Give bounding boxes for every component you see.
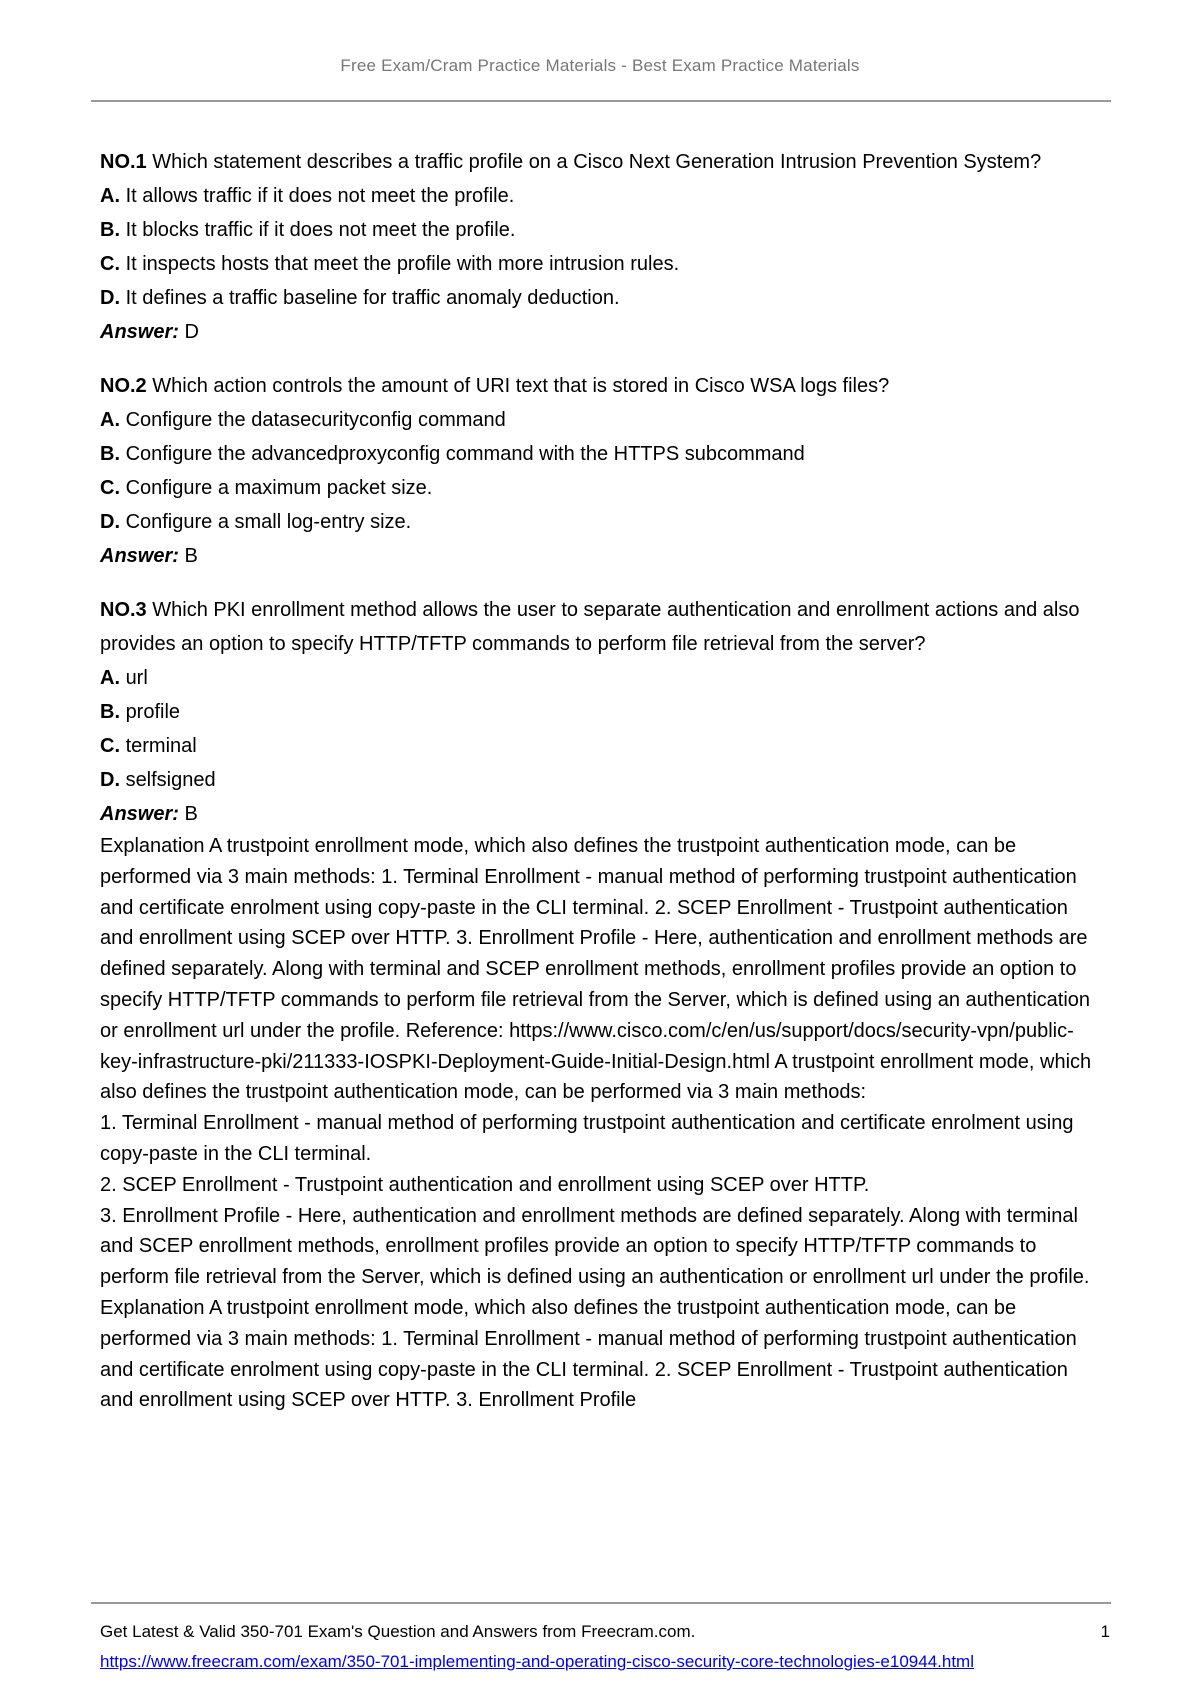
option-letter: A.	[100, 185, 120, 207]
option-text: It inspects hosts that meet the profile with more intrusion rules.	[125, 253, 680, 275]
option-a	[100, 179, 1100, 213]
option-text: Configure a small log-entry size.	[125, 511, 412, 533]
answer-line	[100, 797, 1100, 831]
question-number: NO.2	[100, 375, 147, 397]
option-d	[100, 281, 1100, 315]
footer-divider	[91, 1602, 1111, 1604]
option-text: terminal	[125, 735, 197, 757]
question-text	[100, 593, 1100, 661]
option-b	[100, 437, 1100, 471]
option-letter: B.	[100, 443, 120, 465]
answer-line	[100, 315, 1100, 349]
option-letter: B.	[100, 701, 120, 723]
question-stem: Which action controls the amount of URI text that is stored in Cisco WSA logs files?	[152, 375, 890, 397]
question-1	[100, 145, 1100, 349]
page-header: Free Exam/Cram Practice Materials - Best Exam Practice Materials	[340, 56, 860, 75]
explanation-paragraph: 3. Enrollment Profile - Here, authentication and enrollment methods are defined separately. Along with terminal and SCEP enrollment methods, enrollment profiles provide an option to specify HTTP/TFTP commands to perform file retrieval from the Server, which is defined using an authentication or enrollment url under the profile.	[100, 1204, 1090, 1289]
question-number: NO.1	[100, 151, 147, 173]
option-text: selfsigned	[125, 769, 216, 791]
option-c	[100, 247, 1100, 281]
option-d	[100, 763, 1100, 797]
answer-label: Answer:	[100, 545, 179, 567]
option-d	[100, 505, 1100, 539]
answer-label: Answer:	[100, 321, 179, 343]
explanation-paragraph: Explanation A trustpoint enrollment mode, which also defines the trustpoint authentication mode, can be performed via 3 main methods: 1. Terminal Enrollment - manual method of performing trustpoint authentication and certificate enrolment using copy-paste in the CLI terminal. 2. SCEP Enrollment - Trustpoint authentication and enrollment using SCEP over HTTP. 3. Enrollment Profile	[100, 1296, 1077, 1412]
option-letter: D.	[100, 769, 120, 791]
question-text	[100, 145, 1100, 179]
option-letter: B.	[100, 219, 120, 241]
question-text	[100, 369, 1100, 403]
footer-text: Get Latest & Valid 350-701 Exam's Question and Answers from Freecram.com.	[100, 1622, 696, 1641]
option-letter: C.	[100, 735, 120, 757]
explanation-paragraph: 1. Terminal Enrollment - manual method of performing trustpoint authentication and certificate enrolment using copy-paste in the CLI terminal.	[100, 1112, 1074, 1165]
page-number: 1	[1100, 1622, 1110, 1641]
option-text: It defines a traffic baseline for traffic anomaly deduction.	[125, 287, 620, 309]
answer-value: B	[184, 545, 198, 567]
freecram-exam-link[interactable]: https://www.freecram.com/exam/350-701-implementing-and-operating-cisco-security-core-technologies-e10944.html	[100, 1652, 974, 1671]
explanation-paragraph: Explanation A trustpoint enrollment mode, which also defines the trustpoint authentication mode, can be performed via 3 main methods: 1. Terminal Enrollment - manual method of performing trustpoint authentication and certificate enrolment using copy-paste in the CLI terminal. 2. SCEP Enrollment - Trustpoint authentication and enrollment using SCEP over HTTP. 3. Enrollment Profile - Here, authentication and enrollment methods are defined separately. Along with terminal and SCEP enrollment methods, enrollment profiles provide an option to specify HTTP/TFTP commands to perform file retrieval from the Server, which is defined using an authentication or enrollment url under the profile. Reference: https://www.cisco.com/c/en/us/support/docs/security-vpn/public-key-infrastructure-pki/211333-IOSPKI-Deployment-Guide-Initial-Design.html A trustpoint enrollment mode, which also defines the trustpoint authentication mode, can be performed via 3 main methods:	[100, 835, 1092, 1104]
option-text: Configure a maximum packet size.	[125, 477, 433, 499]
answer-label: Answer:	[100, 803, 179, 825]
option-letter: D.	[100, 511, 120, 533]
question-stem: Which statement describes a traffic profile on a Cisco Next Generation Intrusion Prevention System?	[152, 151, 1042, 173]
option-text: It blocks traffic if it does not meet the profile.	[125, 219, 516, 241]
option-c	[100, 471, 1100, 505]
option-letter: A.	[100, 409, 120, 431]
header-divider	[91, 100, 1111, 102]
option-letter: C.	[100, 253, 120, 275]
question-2	[100, 369, 1100, 573]
option-letter: D.	[100, 287, 120, 309]
question-number: NO.3	[100, 599, 147, 621]
option-text: It allows traffic if it does not meet the profile.	[125, 185, 515, 207]
question-3	[100, 593, 1100, 1416]
option-a	[100, 661, 1100, 695]
option-text: Configure the datasecurityconfig command	[125, 409, 506, 431]
page-content	[100, 145, 1100, 1436]
explanation-paragraph: 2. SCEP Enrollment - Trustpoint authentication and enrollment using SCEP over HTTP.	[100, 1173, 870, 1196]
option-a	[100, 403, 1100, 437]
option-b	[100, 695, 1100, 729]
option-b	[100, 213, 1100, 247]
option-text: profile	[125, 701, 181, 723]
option-letter: A.	[100, 667, 120, 689]
answer-value: B	[184, 803, 198, 825]
question-stem: Which PKI enrollment method allows the user to separate authentication and enrollment actions and also provides an option to specify HTTP/TFTP commands to perform file retrieval from the server?	[100, 599, 1080, 655]
option-letter: C.	[100, 477, 120, 499]
answer-line	[100, 539, 1100, 573]
answer-value: D	[184, 321, 199, 343]
option-text: url	[125, 667, 148, 689]
option-text: Configure the advancedproxyconfig command with the HTTPS subcommand	[125, 443, 805, 465]
option-c	[100, 729, 1100, 763]
